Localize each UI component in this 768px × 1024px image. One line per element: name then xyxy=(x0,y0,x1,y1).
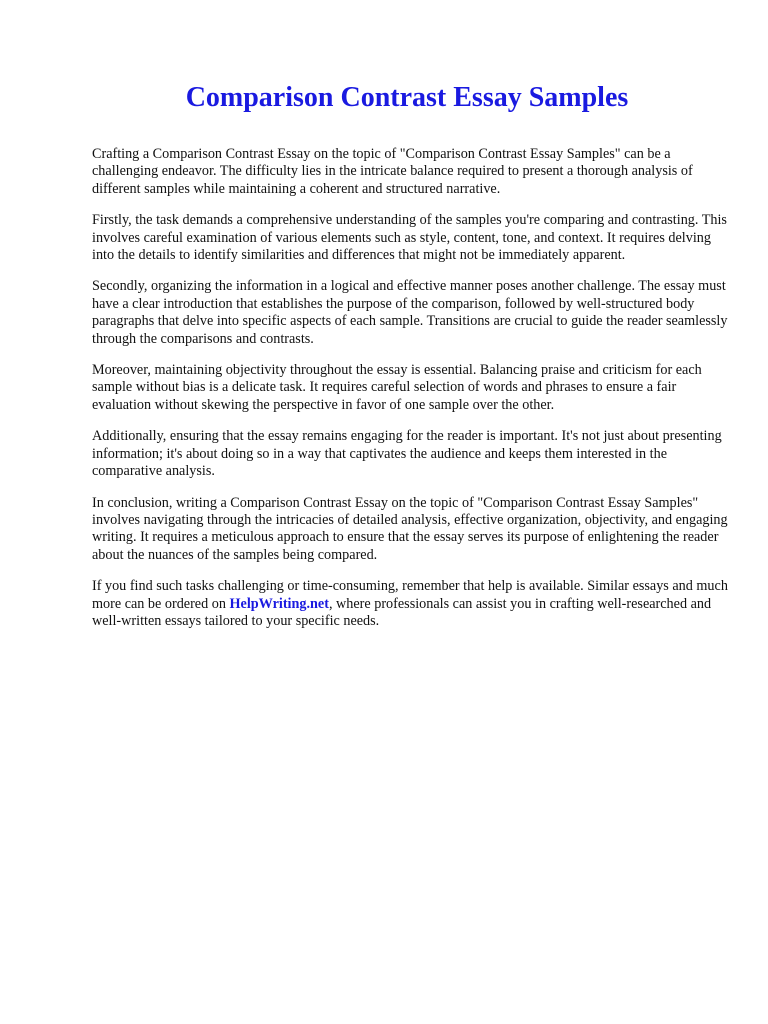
paragraph-additionally: Additionally, ensuring that the essay remains engaging for the reader is important. It's not just about presenting information; it's about doing so in a way that captivates the audience and keeps them interested in the comparative analysis. xyxy=(92,428,722,480)
help-text-after-link: , where professionals can assist you in crafting well-researched and well-written essays tailored to your specific needs. xyxy=(92,595,712,629)
paragraph-help xyxy=(92,578,730,630)
paragraph-firstly: Firstly, the task demands a comprehensive understanding of the samples you're comparing and contrasting. This involves careful examination of various elements such as style, content, tone, and context. It requires delving into the details to identify similarities and differences that might not be immediately apparent. xyxy=(92,212,727,264)
essay-body xyxy=(92,146,730,644)
help-text-before-link: If you find such tasks challenging or time-consuming, remember that help is available. Similar essays and much more can be ordered on xyxy=(92,578,728,612)
page-title: Comparison Contrast Essay Samples xyxy=(185,82,629,113)
paragraph-moreover: Moreover, maintaining objectivity throughout the essay is essential. Balancing praise and criticism for each sample without bias is a delicate task. It requires careful selection of words and phrases to ensure a fair evaluation without skewing the perspective in favor of one sample over the other. xyxy=(92,362,702,413)
paragraph-secondly: Secondly, organizing the information in a logical and effective manner poses another challenge. The essay must have a clear introduction that establishes the purpose of the comparison, followed by well-structured body paragraphs that delve into specific aspects of each sample. Transitions are crucial to guide the reader seamlessly through the comparisons and contrasts. xyxy=(92,278,728,347)
paragraph-intro: Crafting a Comparison Contrast Essay on the topic of "Comparison Contrast Essay Samples" can be a challenging endeavor. The difficulty lies in the intricate balance required to present a thorough analysis of different samples while maintaining a coherent and structured narrative. xyxy=(92,146,693,197)
helpwriting-link[interactable]: HelpWriting.net xyxy=(229,595,329,612)
paragraph-conclusion: In conclusion, writing a Comparison Contrast Essay on the topic of "Comparison Contrast Essay Samples" involves navigating through the intricacies of detailed analysis, effective organization, objectivity, and engaging writing. It requires a meticulous approach to ensure that the essay serves its purpose of enlightening the reader about the nuances of the samples being compared. xyxy=(92,494,728,563)
